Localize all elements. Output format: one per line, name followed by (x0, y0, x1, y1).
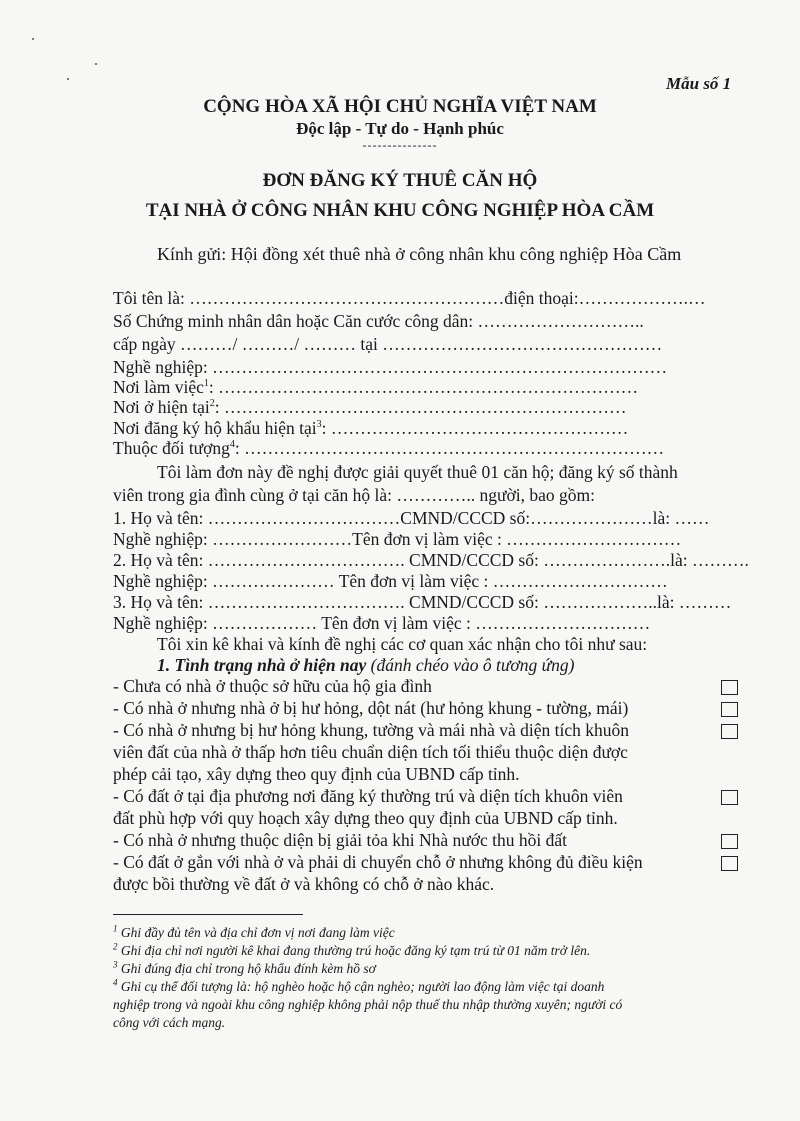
housing-option-6-checkbox[interactable] (721, 856, 738, 871)
section-1-title: 1. Tình trạng nhà ở hiện nay (157, 655, 367, 675)
residence-label: Nơi ở hiện tại (113, 397, 210, 417)
footnote-1 (113, 925, 395, 941)
footnote-number: 2 (113, 941, 118, 952)
footnote-text: Ghi địa chỉ nơi người kê khai đang thường trú hoặc đăng ký tạm trú từ 01 năm trở lên. (120, 943, 591, 958)
footnote-number: 4 (113, 977, 118, 988)
footnote-4-end: công với cách mạng. (113, 1015, 226, 1030)
member-1-job[interactable]: Nghề nghiệp: ……………………Tên đơn vị làm việc : ………………………… (113, 529, 682, 549)
addressee: Kính gửi: Hội đồng xét thuê nhà ở công nhân khu công nghiệp Hòa Cầm (157, 244, 682, 264)
workplace-field[interactable] (113, 377, 638, 398)
footnote-text: Ghi cụ thể đối tượng là: hộ nghèo hoặc hộ cận nghèo; người lao động làm việc tại doanh (120, 979, 605, 994)
housing-option-3-line-2: viên đất của nhà ở thấp hơn tiêu chuẩn diện tích tối thiểu thuộc diện được (113, 742, 628, 762)
footnote-text: Ghi đúng địa chỉ trong hộ khẩu đính kèm hồ sơ (120, 961, 376, 976)
housing-option-1: - Chưa có nhà ở thuộc sở hữu của hộ gia đình (113, 676, 432, 696)
footnote-ref-2: 2 (209, 398, 215, 410)
housing-option-1-checkbox[interactable] (721, 680, 738, 695)
issue-date-field[interactable]: cấp ngày ………/ ………/ ……… tại ………………………………………… (113, 334, 663, 354)
housing-option-4-line-2: đất phù hợp với quy hoạch xây dựng theo quy định của UBND cấp tỉnh. (113, 808, 618, 828)
member-3-job[interactable]: Nghề nghiệp: ……………… Tên đơn vị làm việc : ………………………… (113, 613, 651, 633)
scan-speck (32, 38, 34, 40)
household-label: Nơi đăng ký hộ khẩu hiện tại (113, 418, 317, 438)
section-1-note: (đánh chéo vào ô tương ứng) (370, 655, 575, 675)
housing-option-5: - Có nhà ở nhưng thuộc diện bị giải tỏa khi Nhà nước thu hồi đất (113, 830, 568, 850)
residence-dots: : …………………………………………………………… (214, 397, 627, 417)
housing-option-3-line-1: - Có nhà ở nhưng bị hư hỏng khung, tường và mái nhà và diện tích khuôn (113, 720, 629, 740)
housing-option-6-line-2: được bồi thường về đất ở và không có chỗ ở nào khác. (113, 874, 495, 894)
footnote-text: Ghi đầy đủ tên và địa chỉ đơn vị nơi đang làm việc (120, 925, 395, 940)
member-1-name[interactable]: 1. Họ và tên: ……………………………CMND/CCCD số:…………………là: …… (113, 508, 710, 528)
footnote-4-continued: nghiệp trong và ngoài khu công nghiệp không phải nộp thuế thu nhập thường xuyên; người có (113, 997, 623, 1012)
footnote-ref-1: 1 (203, 378, 209, 390)
residence-field[interactable] (113, 397, 627, 418)
footnote-4 (113, 979, 604, 995)
scan-speck (67, 78, 69, 80)
housing-option-6-line-1: - Có đất ở gắn với nhà ở và phải di chuyển chỗ ở nhưng không đủ điều kiện (113, 852, 643, 872)
name-field[interactable]: Tôi tên là: ………………………………………………điện thoại:……………….… (113, 288, 706, 308)
housing-option-3-line-3: phép cải tạo, xây dựng theo quy định của UBND cấp tỉnh. (113, 764, 520, 784)
footnote-number: 1 (113, 923, 118, 934)
document-subtitle: TẠI NHÀ Ở CÔNG NHÂN KHU CÔNG NGHIỆP HÒA CẦM (145, 200, 655, 221)
request-line-2[interactable]: viên trong gia đình cùng ở tại căn hộ là: ………….. người, bao gồm: (113, 485, 595, 505)
member-2-name[interactable]: 2. Họ và tên: ……………………………. CMND/CCCD số: ………………….là: ………. (113, 550, 749, 570)
category-field[interactable] (113, 438, 664, 459)
housing-option-2: - Có nhà ở nhưng nhà ở bị hư hỏng, dột nát (hư hỏng khung - tường, mái) (113, 698, 629, 718)
household-dots: : …………………………………………… (321, 418, 629, 438)
id-number-field[interactable]: Số Chứng minh nhân dân hoặc Căn cước công dân: ……………………….. (113, 311, 644, 331)
footnote-3 (113, 961, 376, 977)
document-title: ĐƠN ĐĂNG KÝ THUÊ CĂN HỘ (262, 170, 538, 191)
category-dots: : ……………………………………………………………… (234, 438, 665, 458)
section-1-heading (157, 655, 575, 676)
category-label: Thuộc đối tượng (113, 438, 230, 458)
member-3-name[interactable]: 3. Họ và tên: ……………………………. CMND/CCCD số: ………………..là: ……… (113, 592, 732, 612)
request-line-1: Tôi làm đơn này đề nghị được giải quyết thuê 01 căn hộ; đăng ký số thành (157, 462, 678, 482)
national-title: CỘNG HÒA XÃ HỘI CHỦ NGHĨA VIỆT NAM (203, 96, 597, 117)
motto-underline: --------------- (362, 138, 438, 152)
housing-option-3-checkbox[interactable] (721, 724, 738, 739)
scan-speck (95, 63, 97, 65)
housing-option-5-checkbox[interactable] (721, 834, 738, 849)
housing-option-4-line-1: - Có đất ở tại địa phương nơi đăng ký thường trú và diện tích khuôn viên (113, 786, 623, 806)
declaration: Tôi xin kê khai và kính đề nghị các cơ quan xác nhận cho tôi như sau: (157, 634, 648, 654)
footnote-separator (113, 914, 303, 915)
workplace-label: Nơi làm việc (113, 377, 204, 397)
member-2-job[interactable]: Nghề nghiệp: ………………… Tên đơn vị làm việc : ………………………… (113, 571, 668, 591)
footnote-number: 3 (113, 959, 118, 970)
occupation-field[interactable]: Nghề nghiệp: …………………………………………………………………… (113, 357, 668, 377)
housing-option-2-checkbox[interactable] (721, 702, 738, 717)
household-registration-field[interactable] (113, 418, 628, 439)
national-motto: Độc lập - Tự do - Hạnh phúc (296, 119, 504, 138)
footnote-2 (113, 943, 590, 959)
housing-option-4-checkbox[interactable] (721, 790, 738, 805)
workplace-dots: : ……………………………………………………………… (208, 377, 639, 397)
footnote-ref-4: 4 (229, 439, 235, 451)
footnote-ref-3: 3 (316, 419, 322, 431)
form-number: Mẫu số 1 (666, 74, 732, 93)
